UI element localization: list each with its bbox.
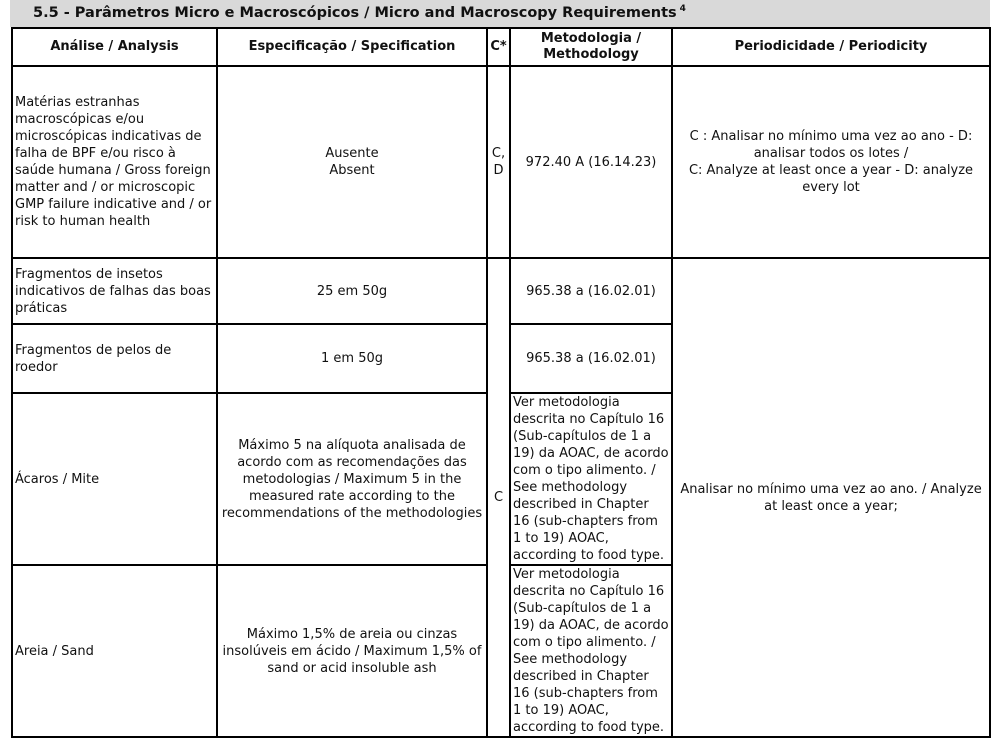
analysis-cell: Ácaros / Mite <box>12 393 217 565</box>
header-c: C* <box>487 28 510 66</box>
methodology-cell: 972.40 A (16.14.23) <box>510 66 672 258</box>
specification-cell: Máximo 1,5% de areia ou cinzas insolúveis em ácido / Maximum 1,5% of sand or acid insoluble ash <box>217 565 487 737</box>
c-cell: C, D <box>487 66 510 258</box>
header-analysis: Análise / Analysis <box>12 28 217 66</box>
methodology-cell: Ver metodologia descrita no Capítulo 16 (Sub-capítulos de 1 a 19) da AOAC, de acordo com o tipo alimento. / See methodology described in Chapter 16 (sub-chapters from 1 to 19) AOAC, according to food type. <box>510 393 672 565</box>
methodology-cell: 965.38 a (16.02.01) <box>510 324 672 393</box>
specification-cell: Máximo 5 na alíquota analisada de acordo com as recomendações das metodologias / Maximum 5 in the measured rate according to the recommendations of the methodologies <box>217 393 487 565</box>
periodicity-cell <box>672 66 990 258</box>
section-title-text: 5.5 - Parâmetros Micro e Macroscópicos / Micro and Macroscopy Requirements <box>33 5 677 21</box>
section-title-bar <box>10 0 990 27</box>
analysis-cell: Fragmentos de insetos indicativos de falhas das boas práticas <box>12 258 217 324</box>
analysis-cell: Fragmentos de pelos de roedor <box>12 324 217 393</box>
methodology-cell: Ver metodologia descrita no Capítulo 16 (Sub-capítulos de 1 a 19) da AOAC, de acordo com o tipo alimento. / See methodology described in Chapter 16 (sub-chapters from 1 to 19) AOAC, according to food type. <box>510 565 672 737</box>
specification-cell <box>217 66 487 258</box>
periodicity-pt: C : Analisar no mínimo uma vez ao ano - D: analisar todos os lotes / <box>689 129 973 161</box>
footnote-marker: 4 <box>679 4 686 14</box>
header-specification: Especificação / Specification <box>217 28 487 66</box>
periodicity-group-cell: Analisar no mínimo uma vez ao ano. / Analyze at least once a year; <box>672 258 990 737</box>
table-row <box>12 66 990 258</box>
header-periodicity: Periodicidade / Periodicity <box>672 28 990 66</box>
header-row <box>12 28 990 66</box>
header-methodology: Metodologia / Methodology <box>510 28 672 66</box>
specification-cell: 1 em 50g <box>217 324 487 393</box>
requirements-table <box>11 27 991 738</box>
table-row <box>12 258 990 324</box>
specification-en: Absent <box>329 163 375 178</box>
analysis-cell: Areia / Sand <box>12 565 217 737</box>
specification-cell: 25 em 50g <box>217 258 487 324</box>
methodology-cell: 965.38 a (16.02.01) <box>510 258 672 324</box>
c-group-cell: C <box>487 258 510 737</box>
periodicity-en: C: Analyze at least once a year - D: analyze every lot <box>688 163 974 195</box>
analysis-cell: Matérias estranhas macroscópicas e/ou microscópicas indicativas de falha de BPF e/ou risco à saúde humana / Gross foreign matter and / or microscopic GMP failure indicative and / or risk to human health <box>12 66 217 258</box>
section-title <box>33 4 686 21</box>
specification-pt: Ausente <box>325 146 379 161</box>
